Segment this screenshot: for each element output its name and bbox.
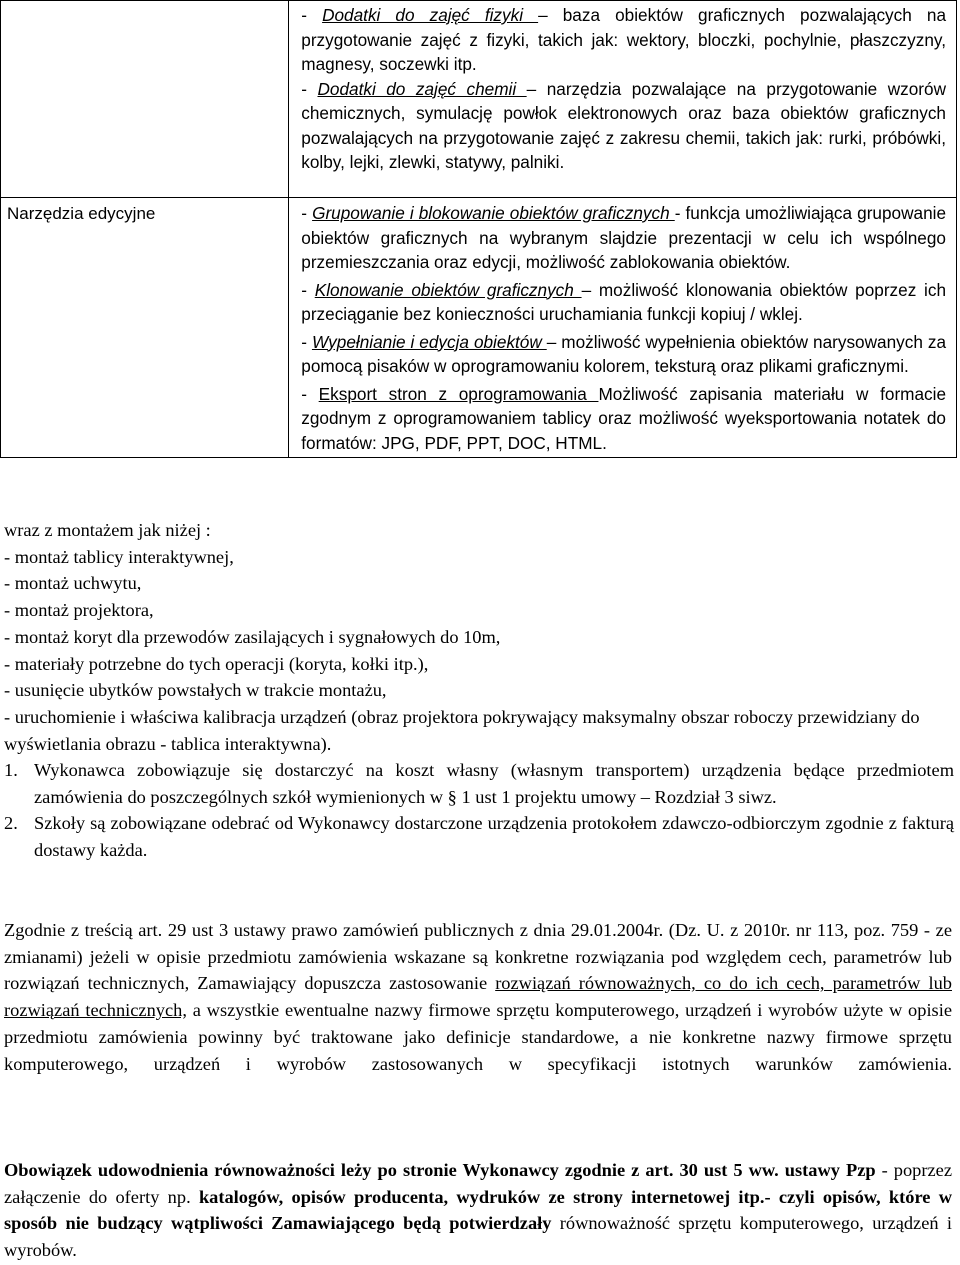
cloning-link[interactable]: Klonowanie obiektów graficznych	[314, 279, 582, 300]
physics-addons-description: baza obiektów graficznych pozwalających na przygotowanie zajęć z fizyki, takich jak: wektory, bloczki, pochylnie, płaszczyzny, magnesy, soczewki itp.	[301, 5, 947, 74]
numbered-list	[4, 757, 954, 864]
list-item: - montaż uchwytu,	[4, 573, 142, 594]
export-description: Możliwość zapisania materiału w formacie zgodnym z oprogramowaniem tablicy oraz możliwość wyeksportowania notatek do formatów: JPG, PDF, PPT, DOC, HTML.	[301, 383, 947, 453]
proof-bold-1: Obowiązek udowodnienia równoważności leży po stronie Wykonawcy zgodnie z art. 30 ust 5 ww. ustawy Pzp	[4, 1160, 876, 1180]
cloning-item: - Klonowanie obiektów graficznych – możliwość klonowania obiektów poprzez ich przeciąganie bez konieczności uruchamiania funkcji kopiuj / wklej.	[301, 279, 946, 324]
export-item: - Eksport stron z oprogramowania Możliwość zapisania materiału w formacie zgodnym z oprogramowaniem tablicy oraz możliwość wyeksportowania notatek do formatów: JPG, PDF, PPT, DOC, HTML.	[301, 383, 947, 453]
list-item: - montaż koryt dla przewodów zasilających i sygnałowych do 10m,	[4, 626, 501, 647]
numbered-item	[4, 757, 954, 810]
list-item: - montaż projektora,	[4, 600, 154, 621]
fill-edit-item: - Wypełnianie i edycja obiektów – możliwość wypełnienia obiektów narysowanych za pomocą pisaków w oprogramowaniu kolorem, teksturą oraz plikami graficznymi.	[301, 331, 947, 376]
proof-paragraph	[4, 1157, 952, 1264]
fill-edit-description: możliwość wypełnienia obiektów narysowanych za pomocą pisaków w oprogramowaniu kolorem, teksturą oraz plikami graficznymi.	[301, 331, 947, 376]
proof-plain-1: - poprzez załączenie do oferty np.	[4, 1160, 952, 1207]
fill-edit-link[interactable]: Wypełnianie i edycja obiektów	[311, 331, 547, 352]
table-row	[1, 198, 957, 458]
installation-list	[4, 517, 954, 757]
cloning-description: możliwość klonowania obiektów poprzez ich przeciąganie bez konieczności uruchamiania funkcji kopiuj / wklej.	[301, 279, 946, 324]
item-number: 2.	[4, 813, 18, 834]
law-text-part2: a wszystkie ewentualne nazwy firmowe sprzętu komputerowego, urządzeń i wyrobów użyte w opisie przedmiotu zamówienia powinny być traktowane jako definicje standardowe, a nie konkretne nazwy firmowe sprzętu komputerowego, urządzeń i wyrobów zastosowanych w specyfikacji istotnych warunków zamówienia.	[4, 1000, 952, 1074]
table-row	[1, 1, 957, 198]
table-description-cell	[289, 198, 957, 458]
list-item: - montaż tablicy interaktywnej,	[4, 546, 234, 567]
editing-tools-label: Narzędzia edycyjne	[7, 204, 156, 223]
table-label-cell	[1, 198, 289, 458]
list-item: - uruchomienie i właściwa kalibracja urządzeń (obraz projektora pokrywający maksymalny obszar roboczy przewidziany do wyświetlania obrazu - tablica interaktywna).	[4, 706, 920, 754]
physics-addons-item: - Dodatki do zajęć fizyki – baza obiektów graficznych pozwalających na przygotowanie zajęć z fizyki, takich jak: wektory, bloczki, pochylnie, płaszczyzny, magnesy, soczewki itp.	[301, 5, 947, 74]
export-link[interactable]: Eksport stron z oprogramowania	[318, 383, 599, 404]
proof-bold-2: katalogów, opisów producenta, wydruków ze strony internetowej itp.- czyli opisów, które w sposób nie budzący wątpliwości Zamawiającego będą potwierdzały	[4, 1186, 952, 1234]
grouping-link[interactable]: Grupowanie i blokowanie obiektów graficznych	[312, 203, 675, 223]
grouping-item: - Grupowanie i blokowanie obiektów graficznych - funkcja umożliwiająca grupowanie obiektów graficznych na wybranym slajdzie prezentacji w celu ich wspólnego przemieszczania oraz edycji, możliwość zablokowania obiektów.	[301, 203, 947, 272]
grouping-description: - funkcja umożliwiająca grupowanie obiektów graficznych na wybranym slajdzie prezentacji w celu ich wspólnego przemieszczania oraz edycji, możliwość zablokowania obiektów.	[301, 203, 947, 272]
physics-addons-link[interactable]: Dodatki do zajęć fizyki	[322, 5, 539, 25]
equivalence-paragraph	[4, 917, 952, 1077]
law-text-underlined: rozwiązań równoważnych, co do ich cech, parametrów lub rozwiązań technicznych,	[4, 973, 952, 1021]
list-item: - usunięcie ubytków powstałych w trakcie montażu,	[4, 680, 387, 701]
numbered-item	[4, 810, 954, 863]
table-description-cell	[289, 1, 957, 198]
chemistry-addons-description: narzędzia pozwalające na przygotowanie wzorów chemicznych, symulację powłok elektronowych oraz baza obiektów graficznych pozwalających na przygotowanie zajęć z zakresu chemii, takich jak: rurki, próbówki, kolby, lejki, zlewki, statywy, palniki.	[301, 78, 946, 172]
law-text-part1: Zgodnie z treścią art. 29 ust 3 ustawy prawo zamówień publicznych z dnia 29.01.2004r. (Dz. U. z 2010r. nr 113, poz. 759 - ze zmianami) jeżeli w opisie przedmiotu zamówienia wskazane są konkretne rozwiązania pod względem cech, parametrów lub rozwiązań technicznych, Zamawiający dopuszcza zastosowanie	[4, 920, 952, 994]
list-item: - materiały potrzebne do tych operacji (koryta, kołki itp.),	[4, 653, 429, 674]
specification-table	[0, 0, 957, 458]
table-label-cell-empty	[1, 1, 289, 198]
item-number: 1.	[4, 760, 18, 780]
item-text: Szkoły są zobowiązane odebrać od Wykonawcy dostarczone urządzenia protokołem zdawczo-odbiorczym zgodnie z fakturą dostawy każda.	[34, 813, 954, 861]
chemistry-addons-item: - Dodatki do zajęć chemii – narzędzia pozwalające na przygotowanie wzorów chemicznych, symulację powłok elektronowych oraz baza obiektów graficznych pozwalających na przygotowanie zajęć z zakresu chemii, takich jak: rurki, próbówki, kolby, lejki, zlewki, statywy, palniki.	[301, 78, 946, 172]
chemistry-addons-link[interactable]: Dodatki do zajęć chemii	[317, 78, 527, 99]
installation-intro: wraz z montażem jak niżej :	[4, 520, 211, 540]
item-text: Wykonawca zobowiązuje się dostarczyć na koszt własny (własnym transportem) urządzenia będące przedmiotem zamówienia do poszczególnych szkół wymienionych w § 1 ust 1 projektu umowy – Rozdział 3 siwz.	[34, 760, 954, 807]
proof-plain-2: równoważność sprzętu komputerowego, urządzeń i wyrobów.	[4, 1213, 953, 1261]
